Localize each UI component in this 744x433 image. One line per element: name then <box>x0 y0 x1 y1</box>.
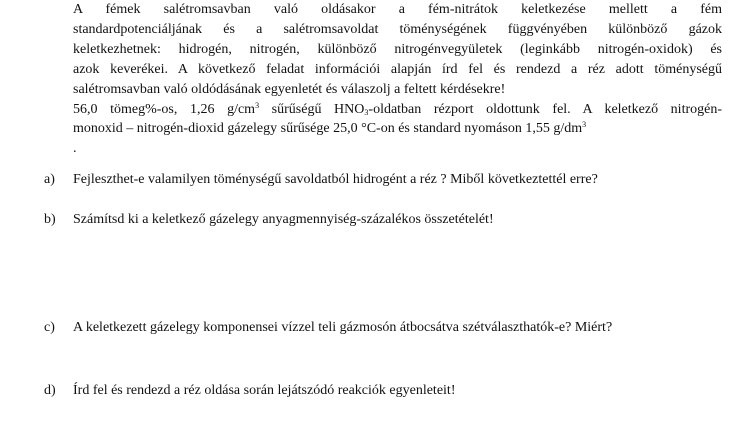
data-text-b: sűrűségű HNO <box>259 101 365 117</box>
intro-line-2: standardpotenciáljának és a salétromsavoldat töménységének függvényében különböző gázok <box>73 21 722 37</box>
question-label: d) <box>44 383 56 398</box>
nitric-acid-subscript: 3 <box>364 107 369 117</box>
intro-line-3: keletkezhetnek: hidrogén, nitrogén, különböző nitrogénvegyületek (leginkább nitrogén-oxidok) és <box>73 41 722 57</box>
intro-text <box>73 0 722 158</box>
data-text-d: monoxid – nitrogén-dioxid gázelegy sűrűsége 25,0 °C-on és standard nyomáson 1,55 g/dm <box>73 121 583 137</box>
trailing-dot: . <box>73 141 77 157</box>
gas-density-unit-superscript: 3 <box>582 120 587 130</box>
data-text-c: -oldatban rézport oldottunk fel. A keletkező nitrogén- <box>368 101 722 117</box>
question-text: Számítsd ki a keletkező gázelegy anyagmennyiség-százalékos összetételét! <box>73 212 494 227</box>
question-text: Fejleszthet-e valamilyen töménységű savoldatból hidrogént a réz ? Miből következtettél erre? <box>73 172 598 187</box>
intro-line-5: salétromsavban való oldódásának egyenletét és válaszolj a feltett kérdésekre! <box>73 81 506 97</box>
data-line-2 <box>73 119 722 139</box>
data-line-1 <box>73 100 722 120</box>
data-text-a: 56,0 tömeg%-os, 1,26 g/cm <box>73 101 256 117</box>
question-text: Írd fel és rendezd a réz oldása során lejátszódó reakciók egyenleteit! <box>73 383 456 398</box>
intro-line-4: azok keverékei. A következő feladat információi alapján írd fel és rendezd a réz adott töménységű <box>73 61 722 77</box>
question-label: b) <box>44 212 56 227</box>
question-label: a) <box>44 172 55 187</box>
density-unit-superscript: 3 <box>255 100 260 110</box>
intro-line-1: A fémek salétromsavban való oldásakor a fém-nitrátok keletkezése mellett a fém <box>73 2 722 17</box>
question-text: A keletkezett gázelegy komponensei vízzel teli gázmosón átbocsátva szétválaszthatók-e? Miért? <box>73 320 613 335</box>
question-label: c) <box>44 320 55 335</box>
